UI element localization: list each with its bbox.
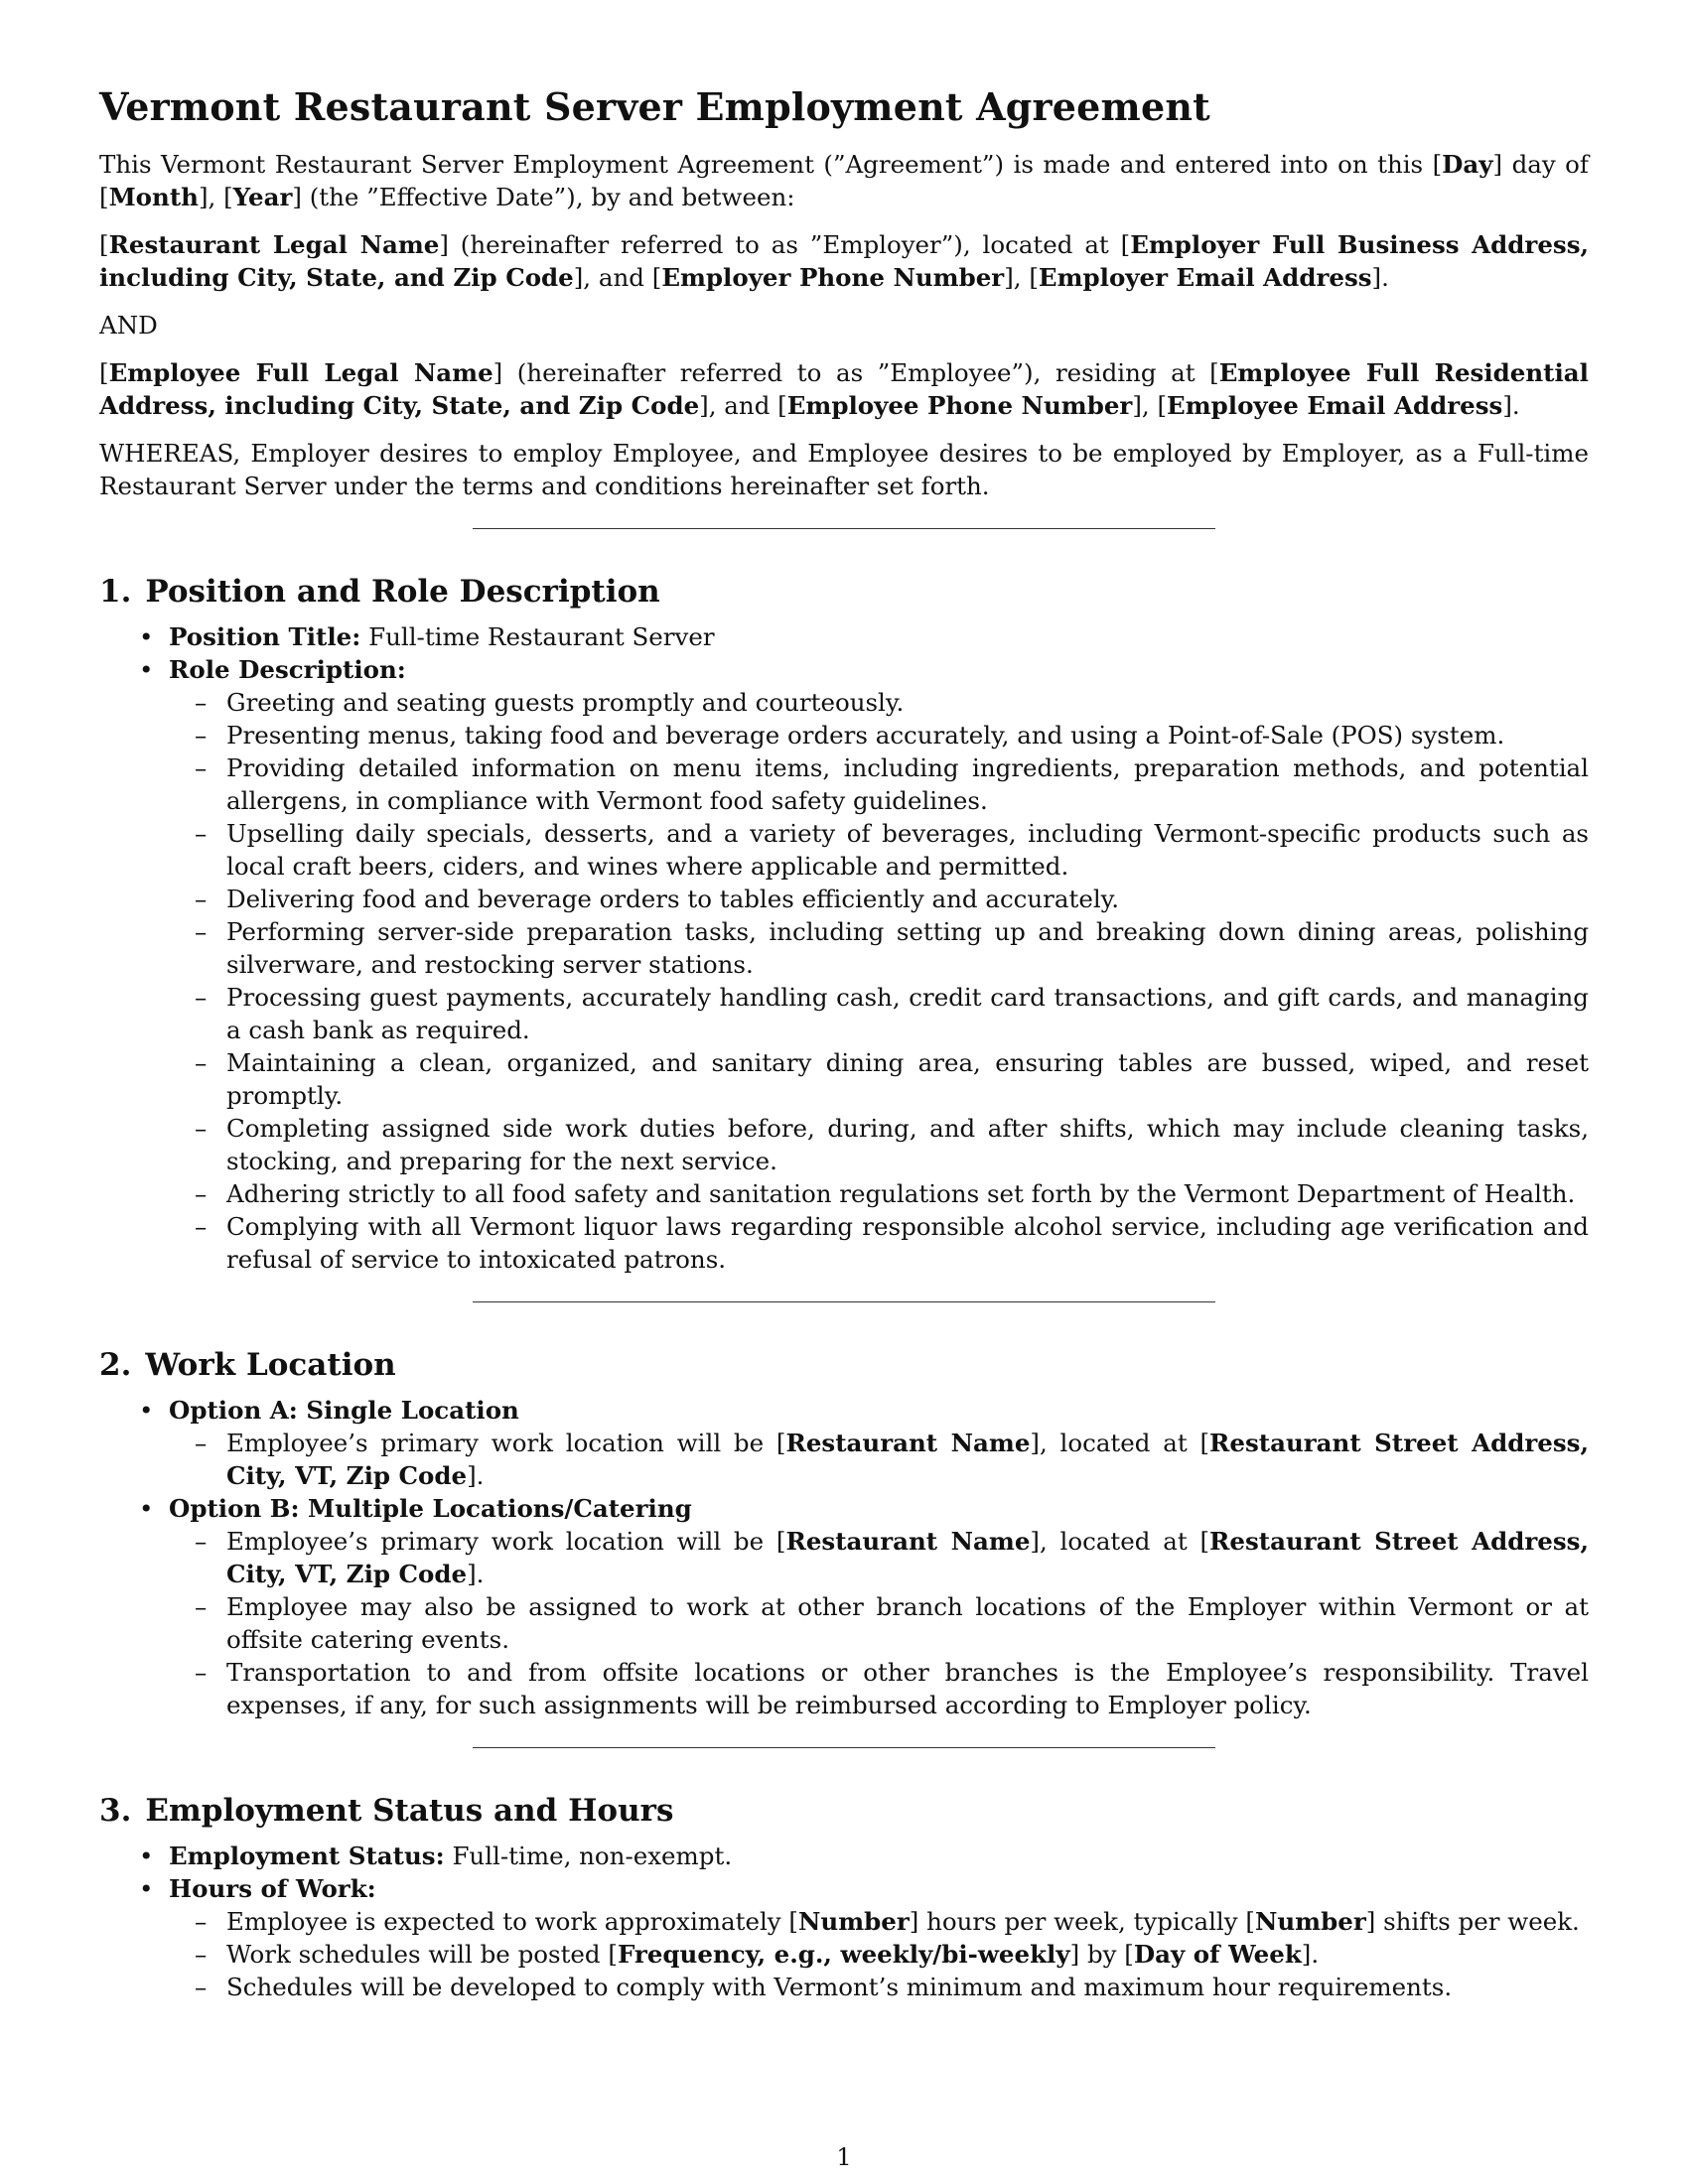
- duty-item: – Maintaining a clean, organized, and sanitary dining area, ensuring tables are bussed, wiped, and reset promptly.: [167, 1046, 1589, 1112]
- option-a-details: [169, 1427, 1589, 1492]
- hours-of-work-label: Hours of Work:: [169, 1874, 376, 1903]
- placeholder-employee-name: Employee Full Legal Name: [108, 358, 493, 387]
- section-heading-position: [99, 572, 1589, 612]
- list-item: [99, 1840, 1589, 1872]
- text-segment: ].: [1301, 1940, 1320, 1969]
- list-item: [99, 653, 1589, 1276]
- text-segment: ].: [1371, 263, 1389, 292]
- placeholder-restaurant-name: Restaurant Name: [785, 1527, 1031, 1556]
- section-title: Work Location: [145, 1347, 396, 1383]
- intro-paragraph: [99, 148, 1589, 213]
- text-segment: ] shifts per week.: [1365, 1907, 1580, 1936]
- location-item: – Transportation to and from offsite locations or other branches is the Employee’s responsibility. Travel expenses, if any, for such assignments will be reimbursed according to Employer policy.: [167, 1656, 1589, 1721]
- text-segment: ] by [: [1069, 1940, 1134, 1969]
- employment-status-value: Full-time, non-exempt.: [452, 1842, 733, 1870]
- employment-status-label: Employment Status:: [169, 1842, 445, 1870]
- duty-item: – Providing detailed information on menu items, including ingredients, preparation methods, and potential allergens, in compliance with Vermont food safety guidelines.: [167, 751, 1589, 817]
- section-number: 2.: [99, 1347, 132, 1383]
- text-segment: ] hours per week, typically [: [909, 1907, 1255, 1936]
- placeholder-restaurant-address: Restaurant Street Address, City, VT, Zip Code: [226, 1429, 1589, 1490]
- text-segment: ].: [467, 1560, 485, 1588]
- placeholder-frequency: Frequency, e.g., weekly/bi-weekly: [617, 1940, 1070, 1969]
- position-title-value: Full-time Restaurant Server: [368, 622, 715, 651]
- section-heading-work-location: [99, 1345, 1589, 1385]
- duty-item: – Greeting and seating guests promptly and courteously.: [167, 686, 1589, 719]
- placeholder-shifts-number: Number: [1254, 1907, 1366, 1936]
- location-item: [167, 1427, 1589, 1492]
- text-segment: ] (hereinafter referred to as ”Employee”), residing at [: [492, 358, 1219, 387]
- section-number: 3.: [99, 1793, 132, 1829]
- and-paragraph: AND: [99, 311, 158, 340]
- placeholder-employer-phone: Employer Phone Number: [661, 263, 1005, 292]
- employer-paragraph: [99, 228, 1589, 294]
- option-a-label: Option A: Single Location: [169, 1396, 519, 1425]
- duty-item: – Processing guest payments, accurately handling cash, credit card transactions, and gift cards, and managing a cash bank as required.: [167, 981, 1589, 1046]
- section-title: Position and Role Description: [145, 574, 660, 610]
- placeholder-employee-email: Employee Email Address: [1167, 391, 1503, 420]
- text-segment: Employee’s primary work location will be [: [226, 1429, 786, 1457]
- duties-list: [169, 686, 1589, 1276]
- text-segment: Employee is expected to work approximately [: [226, 1907, 798, 1936]
- duty-item: – Presenting menus, taking food and beverage orders accurately, and using a Point-of-Sale (POS) system.: [167, 719, 1589, 751]
- whereas-paragraph: WHEREAS, Employer desires to employ Employee, and Employee desires to be employed by Employer, as a Full-time Restaurant Server under the terms and conditions hereinafter set forth.: [99, 439, 1589, 500]
- placeholder-restaurant-name: Restaurant Name: [785, 1429, 1031, 1457]
- placeholder-employee-phone: Employee Phone Number: [786, 391, 1133, 420]
- page-number: 1: [836, 2143, 852, 2171]
- hours-item: – Schedules will be developed to comply with Vermont’s minimum and maximum hour requirements.: [167, 1971, 1589, 2003]
- placeholder-year: Year: [232, 183, 293, 211]
- placeholder-employee-address: Employee Full Residential Address, including City, State, and Zip Code: [99, 358, 1589, 420]
- document-title: Vermont Restaurant Server Employment Agreement: [99, 84, 1210, 129]
- placeholder-restaurant-address: Restaurant Street Address, City, VT, Zip Code: [226, 1527, 1589, 1588]
- section-heading-employment-status: [99, 1791, 1589, 1831]
- text-segment: ].: [1502, 391, 1520, 420]
- text-segment: ], and [: [699, 391, 787, 420]
- text-segment: ].: [467, 1461, 485, 1490]
- hours-item: [167, 1905, 1589, 1938]
- duty-item: – Completing assigned side work duties before, during, and after shifts, which may include cleaning tasks, stocking, and preparing for the next service.: [167, 1112, 1589, 1177]
- list-item: [99, 1394, 1589, 1492]
- text-segment: ] (hereinafter referred to as ”Employer”), located at [: [439, 230, 1131, 259]
- section-divider: [473, 1747, 1215, 1748]
- list-item: [99, 620, 1589, 653]
- duty-item: – Adhering strictly to all food safety and sanitation regulations set forth by the Vermont Department of Health.: [167, 1177, 1589, 1210]
- text-segment: Work schedules will be posted [: [226, 1940, 618, 1969]
- location-options-list: [99, 1394, 1589, 1721]
- section-divider: [473, 1301, 1215, 1302]
- location-item: – Employee may also be assigned to work at other branch locations of the Employer within Vermont or at offsite catering events.: [167, 1590, 1589, 1656]
- role-description-label: Role Description:: [169, 655, 406, 684]
- text-segment: [: [99, 358, 109, 387]
- location-item: [167, 1525, 1589, 1590]
- section-divider: [473, 528, 1215, 529]
- duty-item: – Performing server-side preparation tasks, including setting up and breaking down dining areas, polishing silverware, and restocking server stations.: [167, 915, 1589, 981]
- placeholder-day-of-week: Day of Week: [1133, 1940, 1302, 1969]
- text-segment: ], [: [1132, 391, 1168, 420]
- text-segment: Employee’s primary work location will be [: [226, 1527, 786, 1556]
- document-page: [99, 83, 1589, 2003]
- hours-item: [167, 1938, 1589, 1971]
- position-list: [99, 620, 1589, 1276]
- text-segment: ], and [: [573, 263, 662, 292]
- section-number: 1.: [99, 574, 132, 610]
- hours-list: [169, 1905, 1589, 2003]
- text-segment: ] day of [: [99, 150, 1589, 211]
- text-segment: [: [99, 230, 109, 259]
- duty-item: – Complying with all Vermont liquor laws regarding responsible alcohol service, including age verification and refusal of service to intoxicated patrons.: [167, 1210, 1589, 1276]
- text-segment: ], [: [198, 183, 233, 211]
- text-segment: ] (the ”Effective Date”), by and between:: [292, 183, 795, 211]
- duty-item: – Delivering food and beverage orders to tables efficiently and accurately.: [167, 883, 1589, 915]
- list-item: [99, 1492, 1589, 1721]
- position-title-label: Position Title:: [169, 622, 361, 651]
- placeholder-day: Day: [1442, 150, 1493, 179]
- placeholder-hours-number: Number: [798, 1907, 910, 1936]
- placeholder-employer-name: Restaurant Legal Name: [108, 230, 440, 259]
- text-segment: ], located at [: [1030, 1429, 1210, 1457]
- section-title: Employment Status and Hours: [145, 1793, 674, 1829]
- status-list: [99, 1840, 1589, 2003]
- option-b-details: [169, 1525, 1589, 1721]
- text-segment: This Vermont Restaurant Server Employment Agreement (”Agreement”) is made and entered into on this [: [99, 150, 1443, 179]
- text-segment: ], [: [1004, 263, 1039, 292]
- option-b-label: Option B: Multiple Locations/Catering: [169, 1494, 692, 1523]
- list-item: [99, 1872, 1589, 2003]
- placeholder-employer-email: Employer Email Address: [1038, 263, 1372, 292]
- placeholder-employer-address: Employer Full Business Address, including City, State, and Zip Code: [99, 230, 1590, 292]
- text-segment: ], located at [: [1030, 1527, 1210, 1556]
- duty-item: – Upselling daily specials, desserts, and a variety of beverages, including Vermont-specific products such as local craft beers, ciders, and wines where applicable and permitted.: [167, 817, 1589, 883]
- placeholder-month: Month: [108, 183, 199, 211]
- employee-paragraph: [99, 356, 1589, 422]
